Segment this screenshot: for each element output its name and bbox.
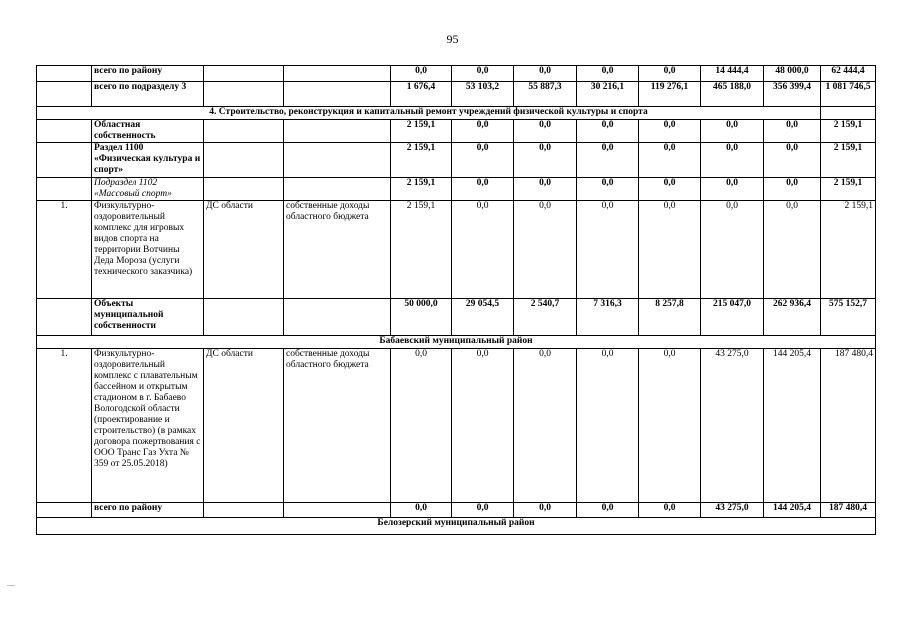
value-cell: 43 275,0 — [701, 349, 764, 503]
value-cell: 0,0 — [639, 178, 701, 201]
item-customer: ДС области — [204, 349, 284, 503]
total-cell: 2 159,1 — [821, 178, 876, 201]
value-cell: 50 000,0 — [391, 299, 452, 336]
table-row — [37, 143, 876, 178]
value-cell: 0,0 — [577, 120, 639, 143]
table-row — [37, 349, 876, 503]
value-cell: 48 000,0 — [764, 66, 821, 82]
item-customer: ДС области — [204, 201, 284, 299]
value-cell: 0,0 — [452, 201, 514, 299]
value-cell: 0,0 — [764, 178, 821, 201]
value-cell: 2 159,1 — [391, 178, 452, 201]
value-cell: 0,0 — [639, 503, 701, 518]
value-cell: 0,0 — [452, 120, 514, 143]
section-heading: 4. Строительство, реконструкция и капитальный ремонт учреждений физической культуры и спорта — [37, 107, 821, 120]
value-cell: 0,0 — [452, 66, 514, 82]
table-row — [37, 120, 876, 143]
table-row — [37, 336, 876, 349]
value-cell: 0,0 — [764, 120, 821, 143]
value-cell: 7 316,3 — [577, 299, 639, 336]
value-cell: 0,0 — [577, 201, 639, 299]
value-cell: 144 205,4 — [764, 349, 821, 503]
table-row — [37, 107, 876, 120]
district-total-label: всего по району — [92, 66, 204, 82]
value-cell: 0,0 — [452, 178, 514, 201]
item-index: 1. — [37, 201, 92, 299]
value-cell: 0,0 — [577, 349, 639, 503]
value-cell: 53 103,2 — [452, 82, 514, 107]
value-cell: 0,0 — [391, 349, 452, 503]
value-cell: 0,0 — [452, 503, 514, 518]
value-cell: 0,0 — [701, 178, 764, 201]
value-cell: 8 257,8 — [639, 299, 701, 336]
total-cell: 1 081 746,5 — [821, 82, 876, 107]
value-cell: 144 205,4 — [764, 503, 821, 518]
value-cell: 0,0 — [514, 201, 577, 299]
value-cell: 0,0 — [639, 143, 701, 178]
table-row — [37, 201, 876, 299]
value-cell: 2 159,1 — [391, 143, 452, 178]
value-cell: 0,0 — [391, 503, 452, 518]
value-cell: 0,0 — [577, 178, 639, 201]
value-cell: 0,0 — [701, 143, 764, 178]
value-cell: 0,0 — [639, 349, 701, 503]
value-cell: 0,0 — [514, 143, 577, 178]
district-heading: Белозерский муниципальный район — [37, 518, 876, 535]
value-cell: 1 676,4 — [391, 82, 452, 107]
value-cell: 2 540,7 — [514, 299, 577, 336]
item-description: Физкультурно-оздоровительный комплекс с плавательным бассейном и открытым стадионом в г. Бабаево Вологодской области (проектирование и строительство) (в рамках договора пожертвования с ООО Транс Газ Ухта № 359 от 25.05.2018) — [92, 349, 204, 503]
value-cell: 29 054,5 — [452, 299, 514, 336]
total-cell: 575 152,7 — [821, 299, 876, 336]
total-cell: 187 480,4 — [821, 503, 876, 518]
municipal-property-label: Объекты муниципальной собственности — [92, 299, 204, 336]
value-cell: 43 275,0 — [701, 503, 764, 518]
value-cell: 0,0 — [514, 66, 577, 82]
value-cell: 0,0 — [577, 66, 639, 82]
value-cell: 0,0 — [391, 66, 452, 82]
value-cell: 262 936,4 — [764, 299, 821, 336]
item-index: 1. — [37, 349, 92, 503]
value-cell: 0,0 — [639, 66, 701, 82]
table-row — [37, 178, 876, 201]
district-heading: Бабаевский муниципальный район — [37, 336, 876, 349]
value-cell: 0,0 — [514, 349, 577, 503]
subsection-1102-label: Подраздел 1102 «Массовый спорт» — [92, 178, 204, 201]
value-cell: 30 216,1 — [577, 82, 639, 107]
value-cell: 0,0 — [452, 143, 514, 178]
table-row — [37, 518, 876, 535]
value-cell: 0,0 — [639, 120, 701, 143]
budget-table — [36, 65, 876, 535]
value-cell: 0,0 — [764, 201, 821, 299]
table-row — [37, 299, 876, 336]
value-cell: 2 159,1 — [391, 201, 452, 299]
value-cell: 465 188,0 — [701, 82, 764, 107]
total-cell: 187 480,4 — [821, 349, 876, 503]
value-cell: 356 399,4 — [764, 82, 821, 107]
total-cell: 2 159,1 — [821, 143, 876, 178]
value-cell: 0,0 — [514, 178, 577, 201]
total-cell: 62 444,4 — [821, 66, 876, 82]
table-row — [37, 82, 876, 107]
district-total-label: всего по району — [92, 503, 204, 518]
value-cell: 0,0 — [701, 120, 764, 143]
value-cell: 2 159,1 — [391, 120, 452, 143]
item-funding-source: собственные доходы областного бюджета — [284, 349, 391, 503]
item-funding-source: собственные доходы областного бюджета — [284, 201, 391, 299]
value-cell: 0,0 — [514, 503, 577, 518]
page-number: 95 — [446, 32, 459, 46]
value-cell: 0,0 — [452, 349, 514, 503]
table-row — [37, 503, 876, 518]
total-cell: 2 159,1 — [821, 201, 876, 299]
regional-property-label: Областная собственность — [92, 120, 204, 143]
margin-mark: .... — [7, 579, 15, 588]
value-cell: 55 887,3 — [514, 82, 577, 107]
value-cell: 119 276,1 — [639, 82, 701, 107]
value-cell: 14 444,4 — [701, 66, 764, 82]
value-cell: 215 047,0 — [701, 299, 764, 336]
subsection-total-label: всего по подразделу 3 — [92, 82, 204, 107]
total-cell: 2 159,1 — [821, 120, 876, 143]
value-cell: 0,0 — [639, 201, 701, 299]
value-cell: 0,0 — [577, 503, 639, 518]
table-row — [37, 66, 876, 82]
item-description: Физкультурно-оздоровительный комплекс для игровых видов спорта на территории Вотчины Деда Мороза (услуги технического заказчика) — [92, 201, 204, 299]
value-cell: 0,0 — [701, 201, 764, 299]
section-1100-label: Раздел 1100 «Физическая культура и спорт» — [92, 143, 204, 178]
value-cell: 0,0 — [764, 143, 821, 178]
value-cell: 0,0 — [514, 120, 577, 143]
value-cell: 0,0 — [577, 143, 639, 178]
